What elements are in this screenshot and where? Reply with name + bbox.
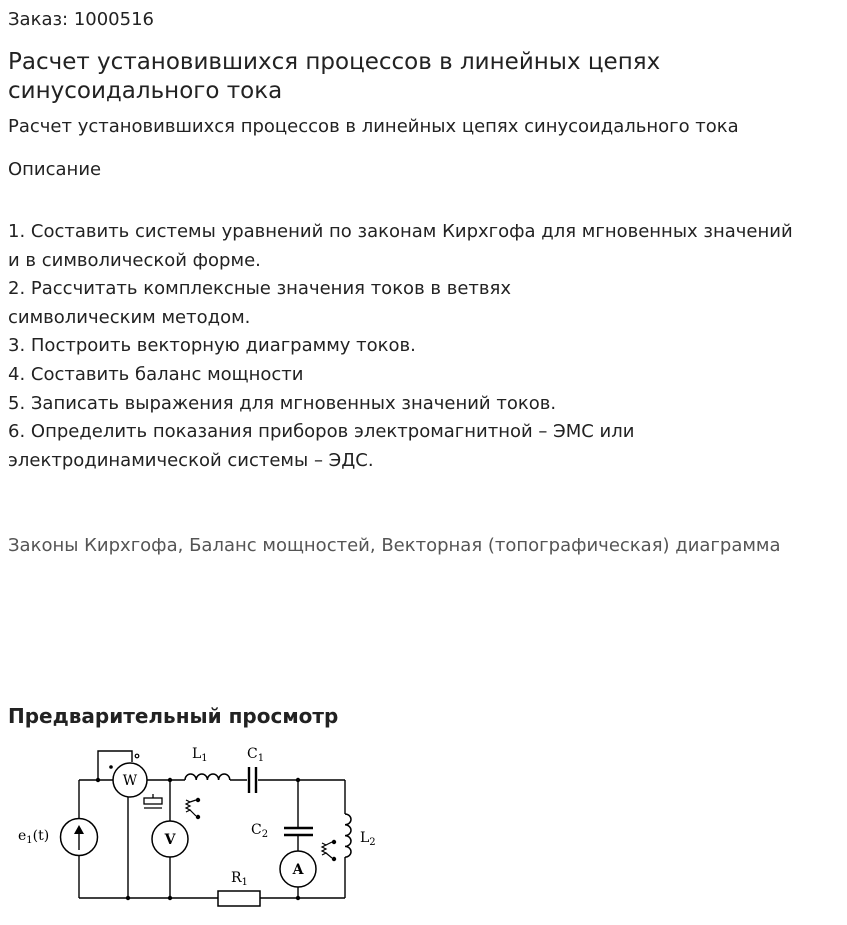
- description-line: и в символической форме.: [8, 249, 261, 271]
- small-capacitor-icon: [144, 794, 162, 808]
- tag-separator: ,: [369, 535, 382, 556]
- description-heading: Описание: [8, 159, 102, 180]
- circuit-diagram: [14, 740, 384, 915]
- label-wattmeter: W: [122, 773, 138, 789]
- description-line: электродинамической системы – ЭДС.: [8, 449, 374, 471]
- page-title-line: Расчет установившихся процессов в линейных цепях: [8, 49, 661, 75]
- tag-separator: ,: [177, 535, 190, 556]
- label-resistor-r1: $R_1$: [231, 870, 248, 888]
- circuit-preview-image[interactable]: [14, 740, 384, 915]
- page-title: [8, 48, 828, 106]
- tag-link-kirchhoff[interactable]: Законы Кирхгофа: [8, 535, 178, 556]
- description-line: 3. Построить векторную диаграмму токов.: [8, 335, 416, 357]
- page-subtitle: Расчет установившихся процессов в линейных цепях синусоидального тока: [8, 116, 739, 137]
- capacitor-c2-icon: [284, 828, 313, 835]
- description-line: 6. Определить показания приборов электромагнитной – ЭМС или: [8, 421, 635, 443]
- preview-heading: Предварительный просмотр: [8, 704, 339, 728]
- label-capacitor-c1: $C_1$: [247, 746, 265, 764]
- label-inductor-l2: $L_2$: [360, 830, 376, 848]
- description-line: 4. Составить баланс мощности: [8, 363, 304, 385]
- inductor-l2-icon: [345, 814, 351, 857]
- tag-list: [8, 535, 781, 557]
- description-line: символическим методом.: [8, 306, 251, 328]
- label-capacitor-c2: $C_2$: [251, 822, 269, 840]
- page-title-line: синусоидального тока: [8, 78, 283, 104]
- description-line: 5. Записать выражения для мгновенных значений токов.: [8, 392, 557, 414]
- label-inductor-l1: $L_1$: [192, 746, 208, 764]
- adjust-arrow-icon: [186, 798, 200, 818]
- tag-link-power-balance[interactable]: Баланс мощностей: [189, 535, 370, 556]
- description-line: 1. Составить системы уравнений по законам Кирхгофа для мгновенных значений: [8, 221, 793, 242]
- description-body: [8, 218, 843, 475]
- capacitor-c1-icon: [249, 767, 256, 793]
- label-ammeter: A: [292, 862, 304, 878]
- adjust-arrow-icon: [322, 840, 336, 860]
- label-source: $e_1(t)$: [18, 828, 50, 846]
- inductor-l1-icon: [185, 774, 230, 780]
- resistor-r1-icon: [218, 891, 260, 906]
- description-line: 2. Рассчитать комплексные значения токов в ветвях: [8, 278, 511, 300]
- label-voltmeter: V: [164, 832, 176, 848]
- tag-link-vector-diagram[interactable]: Векторная (топографическая) диаграмма: [381, 535, 781, 556]
- order-number: Заказ: 1000516: [8, 9, 154, 30]
- voltage-source-icon: [61, 819, 98, 856]
